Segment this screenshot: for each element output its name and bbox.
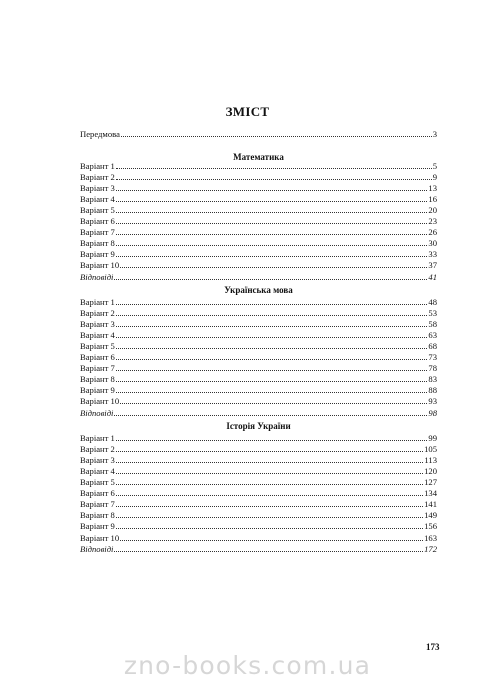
- toc-leader-dots: [116, 462, 424, 463]
- toc-entry-row: [80, 407, 437, 418]
- toc-leader-dots: [116, 179, 432, 180]
- toc-entry-label: Варіант 8: [80, 510, 115, 521]
- toc-entry-page: 33: [428, 249, 437, 260]
- toc-entry-label: Варіант 6: [80, 352, 115, 363]
- toc-entry-row: [80, 520, 437, 531]
- toc-entry-page: 68: [428, 341, 437, 352]
- watermark-text: zno-books.com.ua: [123, 651, 372, 680]
- toc-leader-dots: [116, 473, 423, 474]
- toc-entry-label: Варіант 10: [80, 396, 120, 407]
- toc-entry-row: [80, 362, 437, 373]
- toc-entry-label: Варіант 1: [80, 433, 115, 443]
- toc-entry-page: 127: [424, 477, 437, 488]
- toc-leader-dots: [116, 359, 428, 360]
- toc-entry-row: [80, 215, 437, 226]
- toc-leader-dots: [121, 136, 432, 137]
- toc-leader-dots: [116, 440, 428, 441]
- toc-leader-dots: [116, 337, 428, 338]
- toc-entry-row: [80, 329, 437, 340]
- toc-leader-dots: [116, 326, 428, 327]
- toc-leader-dots: [114, 279, 427, 280]
- section-heading: Українська мова: [224, 285, 293, 295]
- toc-leader-dots: [116, 223, 428, 224]
- toc-entry-page: 172: [424, 543, 437, 554]
- toc-entry-label: Варіант 5: [80, 205, 115, 216]
- toc-entry-label: Варіант 3: [80, 455, 115, 466]
- toc-leader-dots: [120, 267, 427, 268]
- toc-entry-row: [80, 465, 437, 476]
- toc-entry-row: [80, 373, 437, 384]
- toc-entry-row: [80, 307, 437, 318]
- toc-leader-dots: [116, 392, 428, 393]
- toc-entry-page: 41: [428, 271, 437, 282]
- toc-entry-page: 58: [428, 319, 437, 330]
- toc-entry-row: [80, 498, 437, 509]
- toc-entry-row: [80, 454, 437, 465]
- toc-entry-page: 23: [428, 216, 437, 227]
- toc-entry-page: 26: [428, 227, 437, 238]
- section-heading: Математика: [233, 152, 284, 162]
- toc-entry-label: Варіант 1: [80, 297, 115, 307]
- toc-entry-page: 13: [428, 183, 437, 194]
- toc-entry-row: [80, 226, 437, 237]
- toc-entry-label: Варіант 7: [80, 499, 115, 510]
- toc-entry-label: Передмова: [80, 129, 120, 139]
- toc-leader-dots: [116, 348, 428, 349]
- toc-leader-dots: [116, 484, 423, 485]
- toc-entry-label: Варіант 8: [80, 238, 115, 249]
- toc-leader-dots: [116, 234, 428, 235]
- toc-entry-page: 3: [432, 129, 437, 139]
- toc-entry-label: Варіант 8: [80, 374, 115, 385]
- toc-leader-dots: [116, 495, 423, 496]
- toc-entry-label: Варіант 3: [80, 183, 115, 194]
- toc-leader-dots: [116, 381, 428, 382]
- toc-entry-page: 20: [428, 205, 437, 216]
- toc-entry-page: 156: [424, 521, 437, 532]
- toc-entry-label: Варіант 9: [80, 521, 115, 532]
- toc-entry-label: Варіант 4: [80, 194, 115, 205]
- toc-leader-dots: [116, 190, 428, 191]
- toc-entry-label: Варіант 7: [80, 227, 115, 238]
- toc-entry-label: Варіант 4: [80, 330, 115, 341]
- toc-entry-page: 105: [424, 444, 437, 455]
- toc-entry-row: [80, 182, 437, 193]
- toc-entry-page: 120: [424, 466, 437, 477]
- toc-entry-row: [80, 487, 437, 498]
- toc-leader-dots: [116, 517, 423, 518]
- toc-entry-label: Відповіді: [80, 407, 114, 418]
- toc-leader-dots: [114, 551, 423, 552]
- toc-entry-label: Варіант 7: [80, 363, 115, 374]
- toc-entry-label: Варіант 4: [80, 466, 115, 477]
- toc-leader-dots: [116, 168, 432, 169]
- toc-entry-row: [80, 296, 437, 307]
- toc-leader-dots: [116, 256, 428, 257]
- toc-entry-page: 163: [424, 532, 437, 543]
- toc-entry-page: 88: [428, 385, 437, 396]
- toc-entry-label: Варіант 2: [80, 444, 115, 455]
- page-number: 173: [426, 642, 440, 652]
- toc-leader-dots: [120, 540, 423, 541]
- toc-leader-dots: [120, 403, 427, 404]
- toc-entry-page: 149: [424, 510, 437, 521]
- toc-entry-label: Варіант 5: [80, 341, 115, 352]
- toc-entry-page: 30: [428, 238, 437, 249]
- toc-entry-label: Варіант 6: [80, 216, 115, 227]
- toc-entry-page: 37: [428, 260, 437, 271]
- toc-entry-row: [80, 259, 437, 270]
- toc-entry-label: Варіант 5: [80, 477, 115, 488]
- toc-entry-row: [80, 204, 437, 215]
- toc-entry-page: 53: [428, 308, 437, 319]
- page-title: ЗМІСТ: [225, 104, 270, 119]
- toc-leader-dots: [116, 451, 423, 452]
- toc-entry-row: [80, 160, 437, 171]
- toc-entry-row: [80, 171, 437, 182]
- toc-entry-page: 98: [428, 407, 437, 418]
- toc-leader-dots: [116, 245, 428, 246]
- toc-leader-dots: [116, 506, 423, 507]
- toc-entry-page: 113: [424, 455, 437, 466]
- toc-leader-dots: [116, 212, 428, 213]
- toc-leader-dots: [116, 528, 423, 529]
- toc-entry-label: Відповіді: [80, 543, 114, 554]
- toc-entry-row: [80, 432, 437, 443]
- toc-entry-label: Варіант 9: [80, 249, 115, 260]
- toc-entry-page: 48: [428, 297, 437, 307]
- toc-entry-row: [80, 543, 437, 554]
- toc-entry-page: 16: [428, 194, 437, 205]
- toc-leader-dots: [114, 415, 427, 416]
- toc-entry-row: [80, 193, 437, 204]
- toc-entry-page: 63: [428, 330, 437, 341]
- toc-entry-row: [80, 340, 437, 351]
- toc-leader-dots: [116, 304, 428, 305]
- toc-entry-page: 141: [424, 499, 437, 510]
- toc-entry-label: Варіант 1: [80, 161, 115, 171]
- toc-entry-row: [80, 384, 437, 395]
- toc-entry-label: Варіант 2: [80, 172, 115, 183]
- toc-entry-row: [80, 248, 437, 259]
- toc-entry-page: 93: [428, 396, 437, 407]
- toc-entry-row: [80, 351, 437, 362]
- toc-leader-dots: [116, 315, 428, 316]
- toc-entry-row: [80, 318, 437, 329]
- toc-leader-dots: [116, 201, 428, 202]
- toc-entry-row: [80, 443, 437, 454]
- toc-entry-label: Відповіді: [80, 271, 114, 282]
- toc-entry-row: [80, 476, 437, 487]
- toc-leader-dots: [116, 370, 428, 371]
- toc-entry-label: Варіант 6: [80, 488, 115, 499]
- toc-entry-row: [80, 395, 437, 406]
- toc-entry-page: 78: [428, 363, 437, 374]
- toc-entry-label: Варіант 10: [80, 532, 120, 543]
- toc-entry-row: [80, 271, 437, 282]
- toc-entry-page: 134: [424, 488, 437, 499]
- toc-entry-label: Варіант 9: [80, 385, 115, 396]
- toc-preface-row: [80, 128, 437, 139]
- toc-entry-page: 73: [428, 352, 437, 363]
- toc-entry-label: Варіант 2: [80, 308, 115, 319]
- toc-entry-page: 9: [432, 172, 437, 183]
- toc-entry-label: Варіант 3: [80, 319, 115, 330]
- toc-entry-label: Варіант 10: [80, 260, 120, 271]
- toc-entry-row: [80, 237, 437, 248]
- toc-entry-row: [80, 509, 437, 520]
- toc-entry-page: 5: [432, 161, 437, 171]
- section-heading: Історія України: [226, 421, 291, 431]
- toc-entry-row: [80, 532, 437, 543]
- toc-entry-page: 99: [428, 433, 437, 443]
- toc-entry-page: 83: [428, 374, 437, 385]
